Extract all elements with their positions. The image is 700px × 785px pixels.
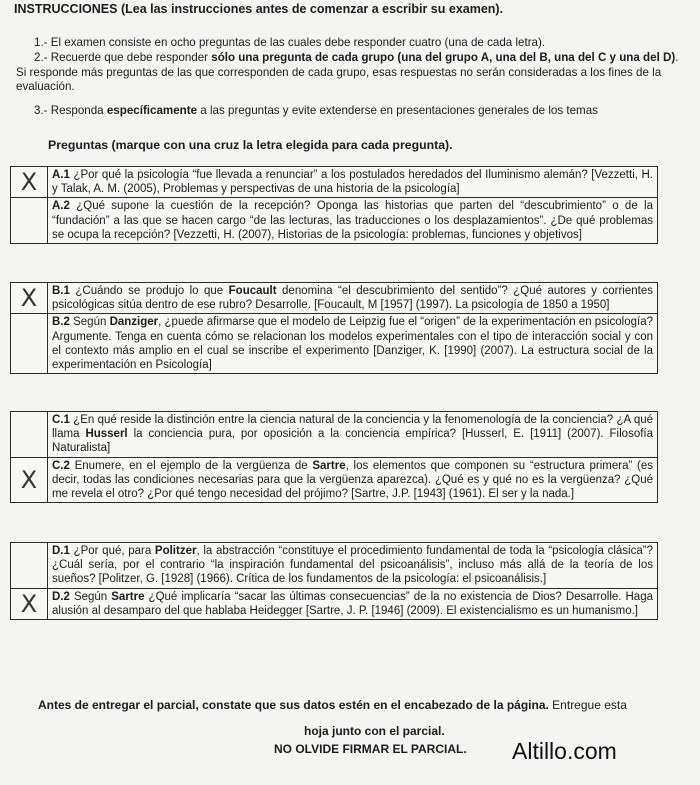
altillo-watermark: Altillo.com: [512, 738, 617, 764]
instruction-3-post: a las preguntas y evite extenderse en presentaciones generales de los temas: [197, 104, 598, 117]
author-d2: Sartre: [111, 590, 145, 603]
group-b: [10, 282, 658, 374]
group-d: [10, 542, 658, 620]
instruction-3: [16, 104, 690, 119]
label-b2: B.2: [52, 316, 70, 329]
text-d1-pre: ¿Por qué, para: [69, 545, 155, 557]
question-c1[interactable]: [11, 412, 657, 457]
question-a2[interactable]: [11, 197, 657, 243]
question-b2[interactable]: [11, 313, 657, 373]
footer-line-1-rest: Entregue esta: [548, 698, 627, 712]
instruction-1: [16, 36, 690, 51]
text-b2-pre: Según: [69, 316, 110, 329]
title-rest: (Lea las instrucciones antes de comenzar a escribir su examen).: [117, 2, 504, 16]
footer-line-2: hoja junto con el parcial.: [304, 724, 445, 738]
instruction-2-post: . Si responde más preguntas de las que corresponden de cada grupo, esas respuestas no serán consideradas a los fines de la evaluación.: [16, 51, 679, 93]
text-c1-post: la conciencia pura, por oposición a la conciencia empírica? [Husserl, E. [1911] (2007). Filosofía Naturalista]: [52, 428, 653, 455]
author-b1: Foucault: [228, 285, 277, 297]
text-a1: ¿Por qué la psicología “fue llevada a renunciar” a los postulados heredados del Iluminismo alemán? [Vezzetti, H. y Talak, A. M. (2005), Problemas y perspectivas de una historia de la psicología]: [52, 169, 653, 196]
author-c2: Sartre: [312, 459, 346, 472]
checkbox-d1[interactable]: [11, 543, 48, 588]
label-a1: A.1: [52, 169, 70, 181]
question-b1[interactable]: [11, 283, 657, 313]
checkbox-b2[interactable]: [11, 314, 48, 373]
instruction-2-pre: 2.- Recuerde que debe responder: [34, 51, 212, 64]
question-a1[interactable]: [11, 167, 657, 197]
author-c1: Husserl: [85, 428, 128, 441]
question-d1[interactable]: [11, 543, 657, 588]
label-d1: D.1: [52, 545, 70, 557]
group-a: [10, 166, 658, 244]
checkbox-b1[interactable]: X: [11, 283, 48, 313]
title-bold: INSTRUCCIONES: [14, 2, 118, 16]
label-c1: C.1: [52, 414, 70, 426]
instruction-1-text: 1.- El examen consiste en ocho preguntas de las cuales debe responder cuatro (una de cada letra).: [34, 36, 546, 49]
checkbox-a2[interactable]: [11, 198, 48, 243]
instruction-3-bold: específicamente: [106, 104, 198, 117]
instruction-3-pre: 3.- Responda: [34, 104, 107, 117]
label-b1: B.1: [52, 285, 70, 297]
footer-line-1: [38, 698, 698, 712]
text-b1-pre: ¿Cuándo se produjo lo que: [69, 285, 229, 297]
text-b2-post: , ¿puede afirmarse que el modelo de Leipzig fue el “origen” de la experimentación en psicología? Argumente. Tenga en cuenta cómo se relacionan los modelos experimentales con el tipo de interacción social y con el contexto más amplio en el cual se inscribe el experimento [Danziger, K. [1990] (2007). La estructura social de la experimentación en Psicología]: [52, 316, 653, 372]
checkbox-c2[interactable]: X: [11, 458, 48, 503]
questions-heading: Preguntas (marque con una cruz la letra elegida para cada pregunta).: [48, 138, 453, 152]
label-a2: A.2: [52, 200, 70, 213]
text-c2-post: , los elementos que componen su “estructura primera” (es decir, todas las condiciones necesarias para que la vergüenza aparezca). ¿Qué es y qué no es la vergüenza? ¿Qué me revela el otro? ¿Por qué tengo necesidad del prójimo? [Sartre, J.P. [1943] (1961). El ser y la nada.]: [52, 459, 653, 501]
author-b2: Danziger: [109, 316, 159, 329]
footer-line-1-bold: Antes de entregar el parcial, constate que sus datos estén en el encabezado de la página.: [38, 698, 549, 712]
text-d1-post: , la abstracción “constituye el procedimiento fundamental de toda la “psicología clásica”? ¿Cuál sería, por el contrario “la inspiración fundamental del psicoanálisis”, incluso más allá de la teoría de los sueños? [Politzer, G. [1928] (1966). Crítica de los fundamentos de la psicología: el psicoanálisis.]: [52, 545, 653, 586]
group-c: [10, 411, 658, 503]
checkbox-c1[interactable]: [11, 412, 48, 457]
text-d2-post: ¿Qué implicaría “sacar las últimas consecuencias” de la no existencia de Dios? Desarrolle. Haga alusión al desamparo del que hablaba Heidegger [Sartre, J. P. [1946] (2009). El existencialismo es un humanismo.]: [52, 590, 653, 617]
text-c1-pre: ¿En qué reside la distinción entre la ciencia natural de la conciencia y la fenomenología de la conciencia? ¿A qué llama: [52, 414, 653, 441]
instruction-2-bold: sólo una pregunta de cada grupo (una del grupo A, una del B, una del C y una del D): [211, 51, 676, 64]
instruction-2: [16, 51, 690, 95]
label-c2: C.2: [52, 459, 70, 472]
instructions-title: [14, 2, 503, 16]
question-c2[interactable]: [11, 457, 657, 503]
text-c2-pre: Enumere, en el ejemplo de la vergüenza de: [69, 459, 313, 472]
question-d2[interactable]: [11, 588, 657, 619]
author-d1: Politzer: [154, 545, 197, 557]
text-d2-pre: Según: [69, 590, 112, 603]
text-b1-post: denomina “el descubrimiento del sentido”? ¿Qué autores y corrientes psicológicas sitúa dentro de ese rubro? Desarrolle. [Foucault, M [1957] (1997). La psicología de 1850 a 1950]: [52, 285, 653, 312]
footer-line-3: NO OLVIDE FIRMAR EL PARCIAL.: [274, 742, 467, 756]
label-d2: D.2: [52, 590, 70, 603]
checkbox-d2[interactable]: X: [11, 589, 48, 619]
checkbox-a1[interactable]: X: [11, 167, 48, 197]
text-a2: ¿Qué supone la cuestión de la recepción? Oponga las historias que parten del “descubrimiento” o de la “fundación” a las que se hacen cargo “de las lecturas, las traducciones o los desplazamientos”. ¿De qué problemas se ocupa la recepción? [Vezzetti, H. (2007), Historias de la psicología: problemas, funciones y objetivos]: [52, 200, 653, 241]
